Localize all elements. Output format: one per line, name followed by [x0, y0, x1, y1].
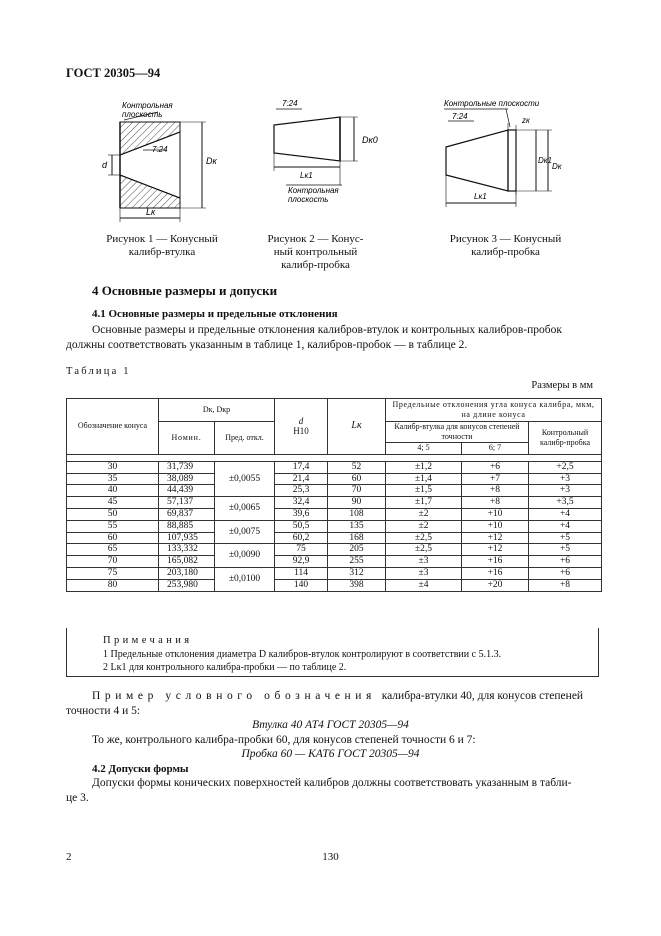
cell-angle-67: +12 [462, 544, 529, 556]
cell-limit: ±0,0090 [215, 544, 275, 568]
section-4-title: 4 Основные размеры и допуски [92, 283, 278, 298]
cell-d: 60,2 [275, 532, 328, 544]
table-units: Размеры в мм [531, 380, 593, 391]
th-deg67: 6; 7 [462, 443, 529, 455]
fig2-plane-label-2: плоскость [288, 195, 329, 204]
cell-control: +4 [529, 520, 602, 532]
table-row [67, 567, 602, 579]
cell-d: 17,4 [275, 461, 328, 473]
cell-nominal: 107,935 [159, 532, 215, 544]
fig3-planes-label: Контрольные плоскости [444, 99, 540, 108]
fig2-taper-label: 7:24 [282, 99, 298, 108]
figure-2-caption [258, 233, 373, 272]
table-row [67, 508, 602, 520]
cell-lk: 70 [328, 485, 386, 497]
th-angle-dev: Предельные отклонения угла конуса калибра, мкм, на длине конуса [386, 399, 602, 422]
cell-nominal: 88,885 [159, 520, 215, 532]
notes-title: Примечания [103, 635, 193, 646]
note-1: 1 Предельные отклонения диаметра D калибров-втулок контролируют в соответствии с 5.1.3. [103, 649, 502, 660]
fig1-plane-label-2: плоскость [122, 110, 163, 119]
example-text-l2: точности 4 и 5: [66, 705, 141, 717]
cell-nominal: 44,439 [159, 485, 215, 497]
cell-d: 75 [275, 544, 328, 556]
cell-nominal: 253,980 [159, 579, 215, 591]
fig2-dk0-label: Dк0 [362, 135, 378, 145]
cell-angle-45: ±2,5 [386, 544, 462, 556]
figure-3-caption-line: Рисунок 3 — Конусный [449, 233, 562, 245]
th-designation: Обозначение конуса [67, 399, 159, 455]
fig3-taper-label: 7:24 [452, 112, 468, 121]
example-lead: Пример условного обозначения [92, 690, 376, 702]
figure-2-caption-line: Рисунок 2 — Конус- [267, 233, 364, 245]
cell-control: +6 [529, 556, 602, 568]
figure-2-caption-line: ный контрольный [273, 246, 358, 258]
cell-nominal: 38,089 [159, 473, 215, 485]
page-number-center: 130 [322, 851, 339, 863]
cell-lk: 60 [328, 473, 386, 485]
cell-nominal: 69,837 [159, 508, 215, 520]
cell-cone: 65 [67, 544, 159, 556]
cell-nominal: 165,082 [159, 556, 215, 568]
fig3-lk1-label: Lк1 [474, 192, 487, 201]
table-body [67, 461, 602, 591]
table-row [67, 520, 602, 532]
cell-limit: ±0,0055 [215, 461, 275, 496]
figure-3-drawing [438, 95, 576, 220]
cell-angle-67: +6 [462, 461, 529, 473]
th-lk: Lк [328, 399, 386, 455]
th-dk-dkp: Dк, Dкр [159, 399, 275, 422]
figure-2-caption-line: калибр-пробка [281, 259, 350, 271]
fig3-zk-label: zк [522, 116, 530, 125]
fig1-lk-label: Lк [146, 207, 156, 217]
cell-control: +8 [529, 579, 602, 591]
figure-1-drawing [98, 100, 223, 230]
table-notes [66, 628, 599, 677]
cell-d: 140 [275, 579, 328, 591]
th-deg45: 4; 5 [386, 443, 462, 455]
cell-lk: 108 [328, 508, 386, 520]
subsection-4-2-text-l1: Допуски формы конических поверхностей калибров должны соответствовать указанным в табли- [92, 777, 572, 789]
cell-cone: 55 [67, 520, 159, 532]
cell-d: 92,9 [275, 556, 328, 568]
table-row [67, 579, 602, 591]
cell-cone: 50 [67, 508, 159, 520]
cell-d: 21,4 [275, 473, 328, 485]
cell-lk: 205 [328, 544, 386, 556]
cell-cone: 35 [67, 473, 159, 485]
cell-angle-45: ±1,7 [386, 497, 462, 509]
cell-limit: ±0,0065 [215, 497, 275, 521]
subsection-4-2-text-l2: це 3. [66, 792, 89, 804]
cell-control: +4 [529, 508, 602, 520]
cell-angle-45: ±2 [386, 520, 462, 532]
fig3-dk1-label: Dк1 [538, 156, 553, 165]
cell-control: +6 [529, 567, 602, 579]
th-bush: Калибр-втулка для конусов степеней точности [386, 422, 529, 443]
cell-d: 39,6 [275, 508, 328, 520]
cell-d: 25,3 [275, 485, 328, 497]
cell-angle-45: ±2 [386, 508, 462, 520]
cell-nominal: 57,137 [159, 497, 215, 509]
th-control-plug: Контрольный калибр-пробка [529, 422, 602, 455]
th-h10: H10 [293, 426, 309, 437]
cell-lk: 90 [328, 497, 386, 509]
cell-d: 32,4 [275, 497, 328, 509]
table-row [67, 532, 602, 544]
figure-2-drawing [262, 95, 382, 210]
cell-lk: 398 [328, 579, 386, 591]
table-row [67, 544, 602, 556]
cell-cone: 40 [67, 485, 159, 497]
fig1-taper-label: 7:24 [152, 145, 168, 154]
subsection-4-1-text-l1: Основные размеры и предельные отклонения калибров-втулок и контрольных калибров-пробок [92, 324, 562, 336]
fig2-plane-label-1: Контрольная [288, 186, 339, 195]
th-d [275, 399, 328, 455]
cell-d: 114 [275, 567, 328, 579]
figure-3-caption-line: калибр-пробка [471, 246, 540, 258]
cell-angle-67: +8 [462, 485, 529, 497]
cell-control: +2,5 [529, 461, 602, 473]
table-row [67, 461, 602, 473]
example-line-1 [92, 689, 583, 703]
cell-angle-67: +16 [462, 556, 529, 568]
table-row [67, 556, 602, 568]
cell-angle-45: ±1,2 [386, 461, 462, 473]
table-1 [66, 398, 602, 592]
fig1-plane-label-1: Контрольная [122, 101, 173, 110]
cell-lk: 255 [328, 556, 386, 568]
cell-nominal: 31,739 [159, 461, 215, 473]
cell-angle-45: ±1,5 [386, 485, 462, 497]
cell-angle-67: +10 [462, 520, 529, 532]
table-spacer-row [67, 454, 602, 461]
cell-angle-45: ±3 [386, 567, 462, 579]
cell-angle-67: +12 [462, 532, 529, 544]
subsection-4-1-title: 4.1 Основные размеры и предельные отклонения [92, 308, 338, 320]
fig2-lk1-label: Lк1 [300, 171, 313, 180]
cell-limit: ±0,0100 [215, 567, 275, 591]
figure-1-caption-line: калибр-втулка [128, 246, 196, 258]
cell-nominal: 133,332 [159, 544, 215, 556]
table-row [67, 485, 602, 497]
cell-angle-45: ±4 [386, 579, 462, 591]
example-designation-2: Пробка 60 — КАТ6 ГОСТ 20305—94 [241, 748, 420, 760]
cell-lk: 168 [328, 532, 386, 544]
cell-lk: 52 [328, 461, 386, 473]
cell-control: +5 [529, 544, 602, 556]
cell-angle-67: +7 [462, 473, 529, 485]
cell-limit: ±0,0075 [215, 520, 275, 544]
cell-lk: 312 [328, 567, 386, 579]
th-limit: Пред. откл. [215, 422, 275, 455]
table-label: Таблица 1 [66, 366, 131, 377]
page-number-left: 2 [66, 851, 72, 863]
fig3-dk-label: Dк [552, 162, 562, 171]
example-text-2: То же, контрольного калибра-пробки 60, для конусов степеней точности 6 и 7: [92, 734, 476, 746]
example-designation-1: Втулка 40 АТ4 ГОСТ 20305—94 [252, 719, 409, 731]
cell-control: +5 [529, 532, 602, 544]
example-text-l1: калибра-втулки 40, для конусов степеней [381, 690, 584, 702]
cell-angle-67: +16 [462, 567, 529, 579]
cell-angle-67: +8 [462, 497, 529, 509]
cell-cone: 70 [67, 556, 159, 568]
cell-nominal: 203,180 [159, 567, 215, 579]
fig1-d-label: d [102, 160, 108, 170]
th-d-symbol: d [298, 416, 304, 427]
cell-d: 50,5 [275, 520, 328, 532]
cell-control: +3 [529, 485, 602, 497]
cell-angle-67: +20 [462, 579, 529, 591]
cell-cone: 45 [67, 497, 159, 509]
cell-angle-45: ±3 [386, 556, 462, 568]
subsection-4-2-title: 4.2 Допуски формы [92, 763, 189, 775]
cell-control: +3 [529, 473, 602, 485]
cell-cone: 80 [67, 579, 159, 591]
subsection-4-1-text-l2: должны соответствовать указанным в таблице 1, калибров-пробок — в таблице 2. [66, 339, 468, 351]
cell-angle-45: ±1,4 [386, 473, 462, 485]
th-nominal: Номин. [159, 422, 215, 455]
cell-cone: 30 [67, 461, 159, 473]
cell-cone: 75 [67, 567, 159, 579]
cell-lk: 135 [328, 520, 386, 532]
table-row [67, 473, 602, 485]
cell-angle-67: +10 [462, 508, 529, 520]
note-2: 2 Lк1 для контрольного калибра-пробки — по таблице 2. [103, 662, 347, 673]
cell-control: +3,5 [529, 497, 602, 509]
table-row [67, 497, 602, 509]
standard-header: ГОСТ 20305—94 [66, 66, 161, 80]
cell-angle-45: ±2,5 [386, 532, 462, 544]
fig1-dk-label: Dк [206, 156, 217, 166]
figure-1-caption-line: Рисунок 1 — Конусный [106, 233, 218, 245]
figure-3-caption [443, 233, 568, 259]
cell-cone: 60 [67, 532, 159, 544]
figure-1-caption [92, 233, 232, 259]
